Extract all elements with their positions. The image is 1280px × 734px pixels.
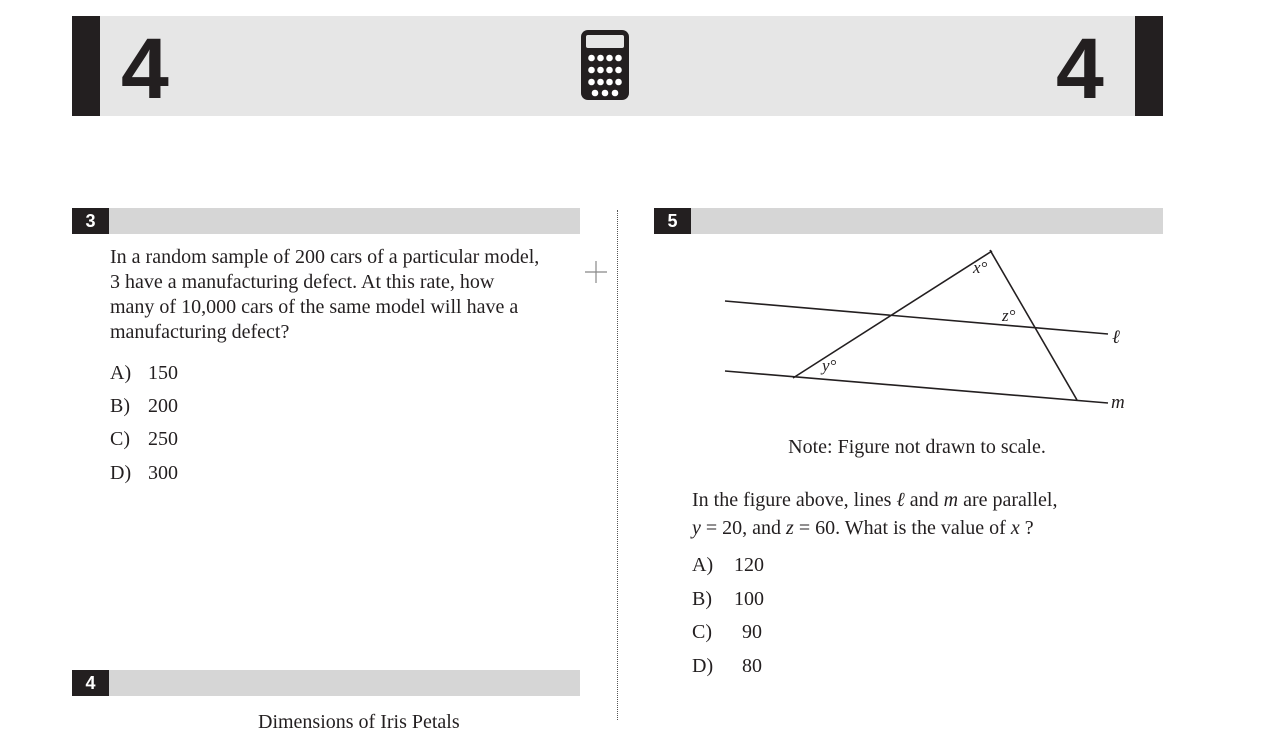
choice-letter: A) — [110, 362, 132, 384]
question-4-bar — [72, 670, 580, 696]
q5-choice-c[interactable] — [692, 620, 762, 644]
text-segment: and — [909, 489, 939, 511]
choice-letter: B) — [692, 588, 712, 610]
section-header-left-bar — [72, 16, 100, 116]
line-m — [725, 371, 1108, 403]
choice-letter: D) — [110, 462, 132, 484]
text-segment: are parallel, — [963, 489, 1058, 511]
math-symbol-m: m — [943, 489, 959, 511]
question-4-partial-title: Dimensions of Iris Petals — [258, 711, 460, 733]
math-symbol-x: x — [1010, 517, 1020, 539]
section-number-right: 4 — [1056, 21, 1104, 117]
choice-value: 100 — [734, 588, 764, 610]
angle-z-label: z° — [1002, 306, 1016, 325]
q5-choice-b[interactable] — [692, 587, 762, 611]
line-l — [725, 301, 1108, 334]
text-segment: In the figure above, lines — [692, 489, 892, 511]
choice-value: 150 — [148, 362, 178, 384]
angle-x-label: x° — [973, 258, 988, 277]
q5-choice-d[interactable] — [692, 654, 762, 678]
math-symbol-l: ℓ — [896, 489, 905, 511]
question-5-line-2 — [692, 514, 1152, 542]
question-3-text — [110, 245, 590, 345]
q5-choice-a[interactable] — [692, 553, 762, 577]
parallel-lines-figure — [720, 245, 1140, 425]
choice-value: 250 — [148, 428, 178, 450]
q3-choice-c[interactable] — [110, 427, 178, 451]
q3-choice-d[interactable] — [110, 461, 178, 485]
text-segment: ? — [1024, 517, 1034, 539]
choice-letter: A) — [692, 554, 714, 576]
column-divider — [617, 210, 618, 720]
math-symbol-z: z — [786, 517, 794, 539]
choice-value: 80 — [742, 655, 762, 677]
choice-letter: D) — [692, 655, 714, 677]
crosshair-cursor-icon — [584, 260, 608, 289]
q3-choice-a[interactable] — [110, 361, 178, 385]
question-3-line: 3 have a manufacturing defect. At this rate, how — [110, 271, 495, 293]
question-3-line: many of 10,000 cars of the same model will have a — [110, 296, 519, 318]
question-5-number: 5 — [654, 208, 691, 234]
section-number-left: 4 — [121, 21, 169, 117]
math-symbol-y: y — [692, 517, 701, 539]
choice-value: 120 — [734, 554, 764, 576]
choice-value: 300 — [148, 462, 178, 484]
question-3-number: 3 — [72, 208, 109, 234]
figure-note: Note: Figure not drawn to scale. — [788, 436, 1046, 458]
question-3-bar — [72, 208, 580, 234]
choice-value: 90 — [742, 621, 762, 643]
section-header-right-bar — [1135, 16, 1163, 116]
question-3-line: In a random sample of 200 cars of a particular model, — [110, 246, 540, 268]
line-l-label: ℓ — [1112, 327, 1120, 348]
question-5-text — [692, 486, 1152, 542]
text-segment: = 60. What is the value of — [798, 517, 1006, 539]
question-5-line-1 — [692, 486, 1152, 514]
choice-letter: B) — [110, 395, 130, 417]
q3-choice-b[interactable] — [110, 394, 178, 418]
angle-y-label: y° — [822, 356, 837, 375]
question-5-bar — [654, 208, 1163, 234]
question-3-line: manufacturing defect? — [110, 321, 290, 343]
text-segment: = 20, and — [705, 517, 782, 539]
line-m-label: m — [1111, 392, 1125, 413]
choice-letter: C) — [110, 428, 130, 450]
calculator-icon — [580, 29, 630, 106]
question-4-number: 4 — [72, 670, 109, 696]
choice-value: 200 — [148, 395, 178, 417]
choice-letter: C) — [692, 621, 712, 643]
